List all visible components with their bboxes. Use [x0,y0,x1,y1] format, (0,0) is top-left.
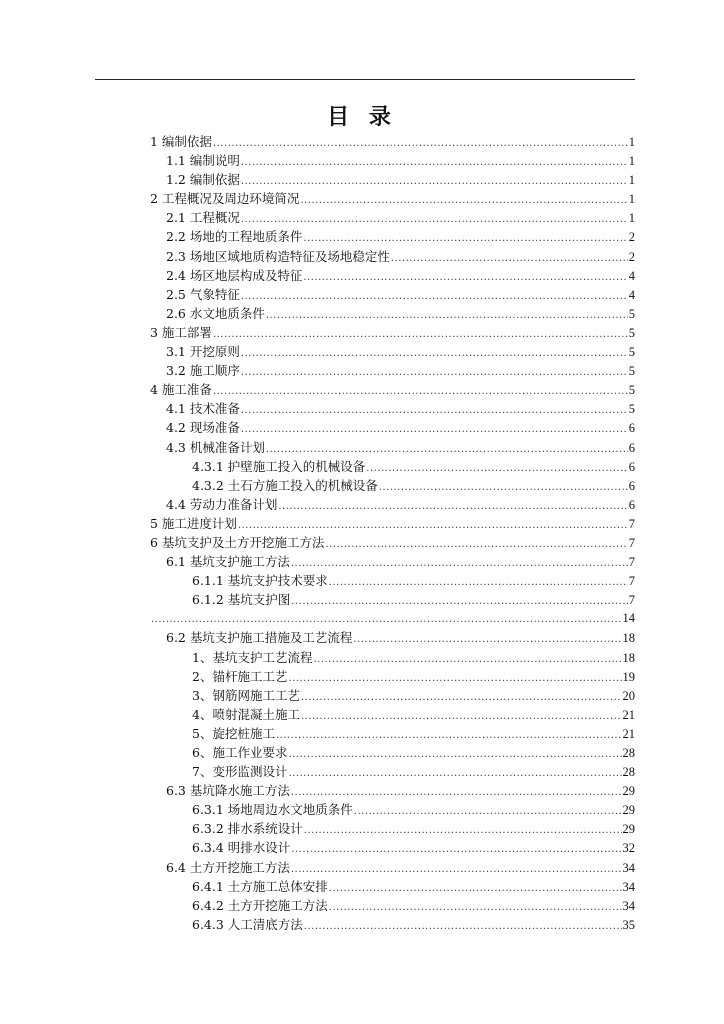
toc-entry-text: 3 施工部署 [150,324,212,340]
toc-entry-text: 6.4.2 土方开挖施工方法 [192,897,328,913]
toc-leader-dots [213,325,628,342]
toc-entry-text: 4、喷射混凝土施工 [192,706,300,722]
toc-entry[interactable] [150,896,635,915]
toc-entry[interactable] [150,915,635,934]
toc-entry[interactable] [150,724,635,743]
toc-entry-text: 1、基坑支护工艺流程 [192,649,313,665]
toc-entry-text: 4.4 劳动力准备计划 [166,496,278,512]
toc-page-number: 7 [628,555,635,570]
toc-entry[interactable] [150,285,635,304]
toc-entry-text: 6.1.2 基坑支护图 [192,592,291,608]
toc-page-number: 21 [622,707,635,722]
toc-entry-text: 4.2 现场准备 [166,420,240,436]
toc-entry-text: 5 施工进度计划 [150,515,237,531]
toc-page-number: 6 [628,478,635,493]
toc-page-number: 5 [628,383,635,398]
toc-entry-text: 1.2 编制依据 [166,172,240,188]
toc-page-number: 4 [628,268,635,283]
toc-entry-text: 1 编制依据 [150,134,212,149]
toc-entry-text: 2.4 场区地层构成及特征 [166,267,303,283]
toc-entry[interactable] [150,380,635,399]
toc-entry[interactable] [150,514,635,533]
toc-leader-dots [303,268,627,285]
toc-entry-text: 2.1 工程概况 [166,210,240,226]
toc-entry-text: 2.6 水文地质条件 [166,305,265,321]
toc-page-number: 34 [622,879,635,894]
toc-entry-text: 2、锚杆施工工艺 [192,668,288,684]
toc-entry[interactable] [150,781,635,800]
toc-entry[interactable] [150,686,635,705]
toc-page-number: 18 [622,631,635,646]
toc-entry[interactable] [150,648,635,667]
toc-leader-dots [241,287,628,304]
toc-entry-text: 4 施工准备 [150,382,212,398]
toc-entry[interactable] [150,838,635,857]
toc-entry-text: 5、旋挖桩施工 [192,725,275,741]
toc-entry-text: 6.3.1 场地周边水文地质条件 [192,802,353,818]
toc-entry[interactable] [150,266,635,285]
toc-leader-dots [278,497,627,514]
toc-page-number: 5 [628,306,635,321]
toc-entry[interactable] [150,667,635,686]
toc-entry-text: 6.4.3 人工清底方法 [192,916,303,932]
toc-entry-text: 6.2 基坑支护施工措施及工艺流程 [166,630,353,646]
toc-page-number: 1 [628,173,635,188]
toc-page-number: 32 [622,841,635,856]
toc-entry-text: 6 基坑支护及土方开挖施工方法 [150,534,325,550]
toc-entry[interactable] [150,227,635,246]
page-title: 目 录 [327,105,397,130]
toc-page-number: 29 [622,784,635,799]
toc-page-number: 29 [622,803,635,818]
toc-page-number: 2 [628,249,635,264]
toc-entry[interactable] [150,628,635,647]
toc-entry-text: 4.1 技术准备 [166,401,240,417]
toc-entry-text: 3.2 施工顺序 [166,363,240,379]
toc-entry[interactable] [150,170,635,189]
toc-leader-dots [304,821,622,838]
toc-leader-dots [329,573,628,590]
toc-page-number: 21 [622,726,635,741]
toc-entry-text: 6.1.1 基坑支护技术要求 [192,573,328,589]
toc-page-number: 18 [622,650,635,665]
toc-leader-dots [291,554,628,571]
toc-entry[interactable] [150,819,635,838]
toc-entry-text: 3、钢筋网施工工艺 [192,687,300,703]
toc-page-number: 28 [622,765,635,780]
toc-page-number: 5 [628,325,635,340]
toc-entry[interactable] [150,762,635,781]
toc-leader-dots [354,802,622,819]
toc-entry-text: 2.2 场地的工程地质条件 [166,229,303,245]
toc-leader-dots [301,707,622,724]
toc-entry-text: 6.3 基坑降水施工方法 [166,783,290,799]
toc-entry[interactable] [150,705,635,724]
toc-page-number: 6 [628,440,635,455]
toc-leader-dots [391,249,628,266]
toc-entry[interactable] [150,132,635,151]
toc-leader-dots [353,630,621,647]
toc-leader-dots [241,420,628,437]
toc-leader-dots [241,344,628,361]
toc-entry[interactable] [150,533,635,552]
toc-entry-text: 6.4 土方开挖施工方法 [166,859,290,875]
toc-entry-text: 4.3.2 土石方施工投入的机械设备 [192,477,378,493]
toc-entry[interactable] [150,571,635,590]
toc-entry[interactable] [150,495,635,514]
toc-entry[interactable] [150,361,635,380]
toc-leader-dots [213,382,628,399]
toc-entry[interactable] [150,399,635,418]
toc-leader-dots [329,879,622,896]
header-rule [95,79,635,80]
toc-page-number: 1 [628,154,635,169]
toc-leader-dots [301,688,622,705]
toc-leader-dots [288,764,621,781]
toc-page-number: 28 [622,746,635,760]
toc-entry[interactable] [150,590,635,609]
toc-page-number: 34 [622,860,635,875]
toc-leader-dots [241,172,628,189]
toc-leader-dots [291,860,622,877]
toc-entry-text: 6.1 基坑支护施工方法 [166,554,290,570]
toc-leader-dots [151,610,622,628]
toc-entry-text: 6.4.1 土方施工总体安排 [192,878,328,894]
toc-page-number: 35 [622,917,635,932]
toc-leader-dots [291,783,622,800]
toc-page-number: 2 [628,230,635,245]
toc-entry[interactable] [150,877,635,896]
toc-page-number: 6 [628,459,635,474]
toc-leader-dots [276,726,622,743]
toc-page-number: 5 [628,402,635,417]
toc-leader-dots [304,917,622,934]
toc-leader-dots [266,306,628,323]
toc-entry[interactable] [150,247,635,266]
toc-entry-text: 6、施工作业要求 [192,745,288,760]
toc-leader-dots [329,898,622,915]
toc-leader-dots [241,363,628,380]
toc-leader-dots [379,478,628,495]
toc-leader-dots [366,459,627,476]
toc-page-number: 6 [628,497,635,512]
toc-entry-text: 2.5 气象特征 [166,286,240,302]
toc-entry[interactable] [150,189,635,208]
toc-leader-dots [288,669,621,686]
toc-leader-dots [238,516,628,533]
toc-entry-text: 3.1 开挖原则 [166,344,240,360]
toc-page-number: 7 [628,574,635,589]
toc-entry[interactable] [150,800,635,819]
toc-entry-text: 4.3 机械准备计划 [166,439,265,455]
toc-entry[interactable] [150,743,635,762]
toc-entry[interactable] [150,858,635,877]
toc-entry-text: 1.1 编制说明 [166,153,240,169]
toc-entry-text: 2.3 场地区域地质构造特征及场地稳定性 [166,248,390,264]
toc-page-number: 7 [628,535,635,550]
toc-page-number: 29 [622,822,635,837]
toc-entry[interactable] [150,342,635,361]
toc-leader-dots [288,745,621,762]
toc-entry[interactable] [150,457,635,476]
toc-page-number: 1 [628,192,635,207]
toc-entry[interactable] [150,418,635,437]
toc-entry-text: 7、变形监测设计 [192,764,288,780]
toc-entry[interactable] [150,609,635,628]
toc-page-number: 5 [628,364,635,379]
toc-leader-dots [241,210,628,227]
toc-page-number: 14 [622,611,635,626]
toc-entry-text: 2 工程概况及周边环境简况 [150,191,300,207]
toc-leader-dots [300,191,627,208]
toc-entry-text: 4.3.1 护壁施工投入的机械设备 [192,458,366,474]
toc-leader-dots [291,592,627,609]
toc-leader-dots [266,440,628,457]
toc-page-number: 4 [628,287,635,302]
toc-page-number: 34 [622,898,635,913]
toc-leader-dots [303,229,627,246]
toc-entry[interactable] [150,304,635,323]
toc-page-number: 1 [628,211,635,226]
toc-leader-dots [241,153,628,170]
toc-entry[interactable] [150,208,635,227]
toc-entry[interactable] [150,323,635,342]
toc-entry[interactable] [150,552,635,571]
toc-leader-dots [291,840,621,857]
toc-page-number: 19 [622,669,635,684]
toc-leader-dots [213,134,628,151]
toc-leader-dots [241,401,628,418]
toc-page-number: 6 [628,421,635,436]
toc-page-number: 1 [628,135,635,149]
toc-page-number: 20 [622,688,635,703]
toc-page-number: 7 [628,593,635,608]
toc-leader-dots [313,650,621,667]
toc-entry[interactable] [150,438,635,457]
toc-entry-text: 6.3.4 明排水设计 [192,840,291,856]
toc-page-number: 7 [628,516,635,531]
toc-entry-text: 6.3.2 排水系统设计 [192,821,303,837]
table-of-contents [150,132,635,934]
toc-entry[interactable] [150,476,635,495]
toc-entry[interactable] [150,151,635,170]
toc-leader-dots [325,535,627,552]
toc-page-number: 5 [628,345,635,360]
